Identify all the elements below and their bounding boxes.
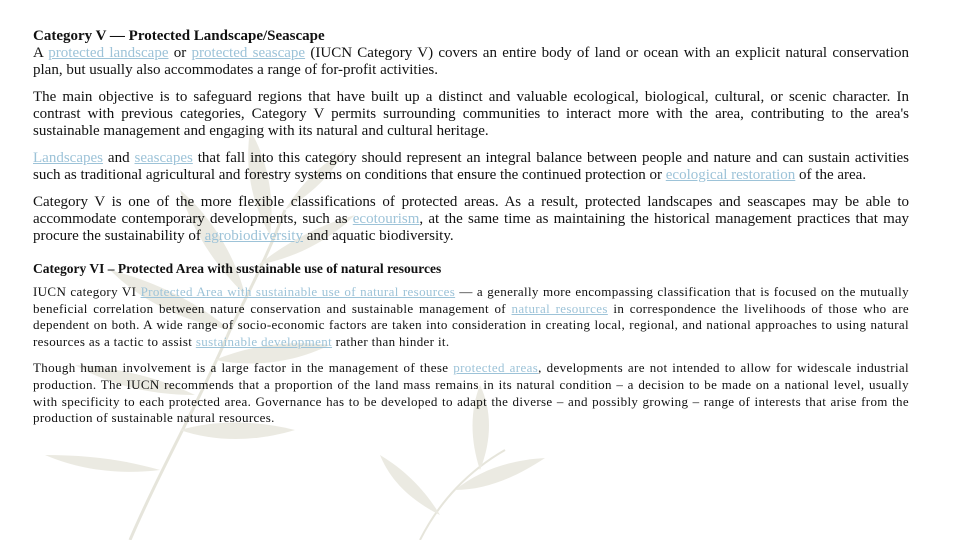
- link-ecological-restoration[interactable]: ecological restoration: [665, 167, 796, 183]
- link-agrobiodiversity[interactable]: agrobiodiversity: [204, 228, 303, 244]
- paragraph-category-v-flexible: Category V is one of the more flexible classifications of protected areas. As a result, protected landscapes and seascapes may be able to accommodate contemporary developments, such as ecotourism, at the same time as maintaining the historical management practices that may procure the sustainability of agrobiodiversity and aquatic biodiversity.: [33, 194, 910, 244]
- heading-category-v: Category V — Protected Landscape/Seascape: [33, 28, 325, 44]
- document-body: [33, 27, 909, 437]
- paragraph-category-vi-intro: IUCN category VI Protected Area with sustainable use of natural resources — a generally more encompassing classification that is focused on the mutually beneficial correlation between nature conservation and sustainable management of natural resources in correspondence the livelihoods of those who are dependent on both. A wide range of socio-economic factors are taken into consideration in creating local, regional, and national approaches to using natural resources as a tactic to assist sustainable development rather than hinder it.: [33, 284, 909, 349]
- link-natural-resources[interactable]: natural resources: [511, 300, 608, 316]
- link-ecotourism[interactable]: ecotourism: [352, 211, 420, 227]
- heading-category-vi: Category VI – Protected Area with sustainable use of natural resources: [33, 261, 442, 276]
- link-protected-area-sustainable-use[interactable]: Protected Area with sustainable use of natural resources: [140, 284, 456, 299]
- link-landscapes[interactable]: Landscapes: [33, 150, 103, 166]
- link-protected-areas[interactable]: protected areas: [453, 360, 539, 376]
- link-protected-seascape[interactable]: protected seascape: [191, 45, 306, 61]
- paragraph-category-v-balance: Landscapes and seascapes that fall into this category should represent an integral balance between people and nature and can sustain activities such as traditional agricultural and forestry systems on conditions that ensure the continued protection or ecological restoration of the area.: [33, 150, 909, 183]
- link-sustainable-development[interactable]: sustainable development: [195, 333, 333, 349]
- paragraph-category-v-intro: A protected landscape or protected seascape (IUCN Category V) covers an entire body of land or ocean with an explicit natural conservation plan, but usually also accommodates a range of for-profit activities.: [33, 45, 909, 78]
- link-seascapes[interactable]: seascapes: [134, 150, 193, 166]
- link-protected-landscape[interactable]: protected landscape: [48, 45, 169, 61]
- paragraph-category-vi-governance: Though human involvement is a large factor in the management of these protected areas, developments are not intended to allow for widescale industrial production. The IUCN recommends that a proportion of the land mass remains in its natural condition – a decision to be made on a national level, usually with specificity to each protected area. Governance has to be developed to adapt the diverse – and possibly growing – range of interests that arise from the production of sustainable natural resources.: [33, 360, 909, 426]
- paragraph-category-v-objective: The main objective is to safeguard regions that have built up a distinct and valuable ecological, biological, cultural, or scenic character. In contrast with previous categories, Category V permits surrounding communities to interact more with the area, contributing to the area's sustainable management and engaging with its natural and cultural heritage.: [33, 89, 909, 139]
